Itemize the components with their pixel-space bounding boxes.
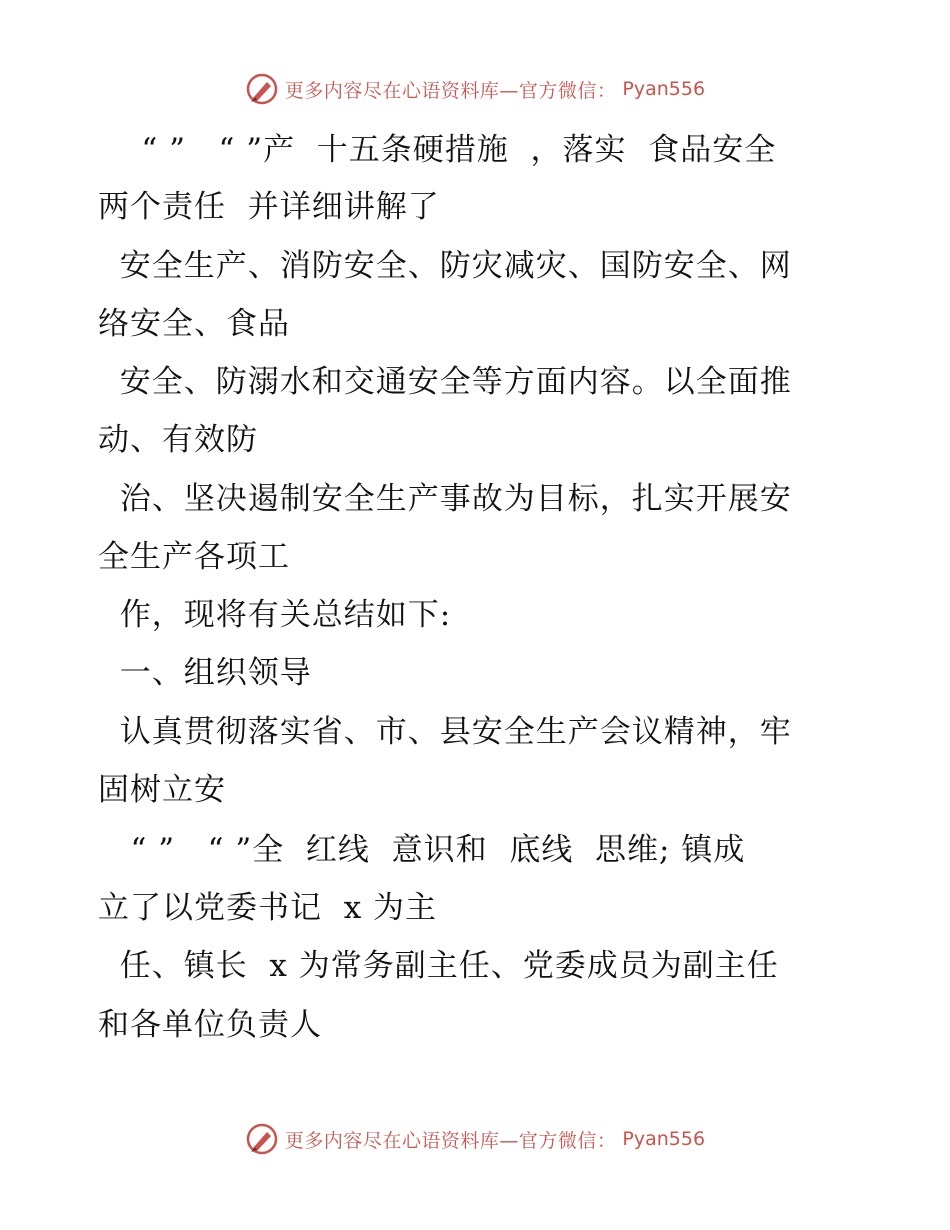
watermark-wechat-id: Pyan556	[622, 1128, 706, 1150]
watermark-text: 更多内容尽在心语资料库—官方微信：	[284, 1129, 617, 1152]
watermark-wechat-id: Pyan556	[622, 78, 706, 100]
body-line: 络安全、食品	[98, 306, 290, 342]
section-heading: 一、组织领导	[98, 655, 312, 691]
body-line: 作，现将有关总结如下:	[98, 597, 452, 633]
body-line: 全生产各项工	[98, 539, 290, 575]
pen-logo-icon	[245, 72, 279, 106]
body-line: 两个责任 并详细讲解了	[98, 189, 440, 225]
body-line: 固树立安	[98, 772, 226, 808]
body-line: “ ” “ ”全 红线 意识和 底线 思维; 镇成	[98, 832, 746, 868]
watermark-header	[0, 72, 950, 106]
body-line: 动、有效防	[98, 422, 258, 458]
body-line: “ ” “ ”产 十五条硬措施 ，落实 食品安全	[98, 132, 777, 168]
body-line: 治、坚决遏制安全生产事故为目标，扎实开展安	[98, 481, 792, 517]
watermark-text: 更多内容尽在心语资料库—官方微信：	[284, 79, 617, 102]
body-line: 和各单位负责人	[98, 1007, 322, 1043]
body-line: 安全、防溺水和交通安全等方面内容。以全面推	[98, 364, 792, 400]
pen-logo-icon	[245, 1122, 279, 1156]
body-line: 任、镇长 x 为常务副主任、党委成员为副主任	[98, 948, 779, 984]
body-line: 认真贯彻落实省、市、县安全生产会议精神，牢	[98, 714, 792, 750]
body-line: 安全生产、消防安全、防灾减灾、国防安全、网	[98, 248, 792, 284]
watermark-footer	[0, 1122, 950, 1156]
body-line: 立了以党委书记 x 为主	[98, 890, 438, 926]
